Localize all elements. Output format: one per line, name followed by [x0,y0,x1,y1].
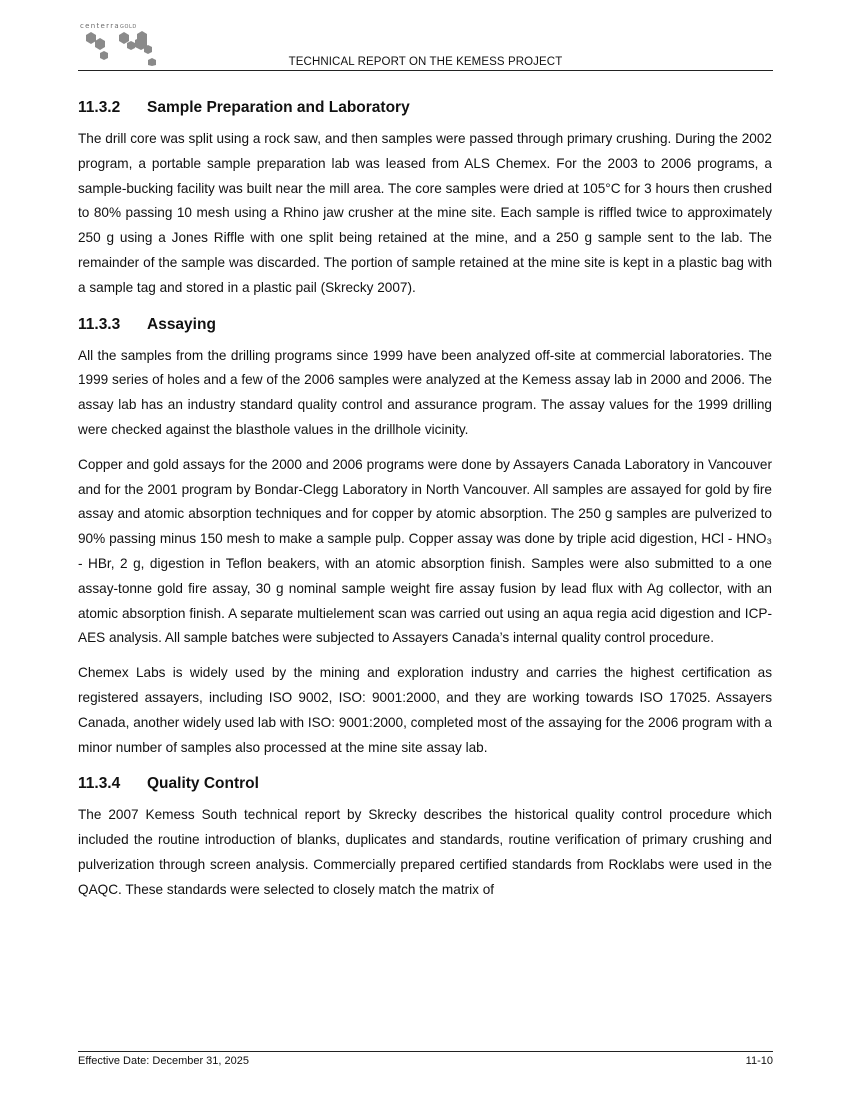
page-number: 11-10 [745,1055,773,1067]
section-assaying [78,315,772,761]
effective-date: Effective Date: December 31, 2025 [78,1055,250,1067]
section-title: Sample Preparation and Laboratory [147,99,410,116]
section-number: 11.3.3 [78,315,121,333]
section-quality-control [78,774,772,902]
page-header [78,18,773,71]
section-heading [78,774,772,794]
section-sample-preparation [78,98,772,301]
paragraph: The drill core was split using a rock saw, and then samples were passed through primary crushing. During the 2002 program, a portable sample preparation lab was leased from ALS Chemex. For the 2003 to 2006 programs, a sample-bucking facility was built near the mill area. The core samples were dried at 105°C for 3 hours then crushed to 80% passing 10 mesh using a Rhino jaw crusher at the mine site. Each sample is riffled twice to approximately 250 g using a Jones Riffle with one split being retained at the mine, and a 250 g sample sent to the lab. The remainder of the sample was discarded. The portion of sample retained at the mine site is kept in a plastic bag with a sample tag and stored in a plastic pail (Skrecky 2007). [78,131,772,295]
section-title: Assaying [147,315,216,333]
report-body [78,84,772,913]
report-title: TECHNICAL REPORT ON THE KEMESS PROJECT [288,56,563,68]
section-heading [78,98,772,118]
page-footer [78,1051,773,1067]
section-title: Quality Control [147,775,259,793]
section-number: 11.3.4 [78,775,121,793]
paragraph: All the samples from the drilling programs since 1999 have been analyzed off-site at commercial laboratories. The 1999 series of holes and a few of the 2006 samples were analyzed at the Kemess assay lab in 2000 and 2006. The assay lab has an industry standard quality control and assurance program. The assay values for the 1999 drilling were checked against the blasthole values in the drillhole vicinity. [78,347,772,437]
section-number: 11.3.2 [78,99,121,116]
section-heading [78,315,772,335]
logo-wordmark: centerraGOLD [80,22,137,30]
paragraph: Chemex Labs is widely used by the mining and exploration industry and carries the highest certification as registered assayers, including ISO 9002, ISO: 9001:2000, and they are working towards ISO 17025. Assayers Canada, another widely used lab with ISO: 9001:2000, completed most of the assaying for the 2006 program with a minor number of samples also processed at the mine site assay lab. [78,665,772,755]
paragraph: The 2007 Kemess South technical report by Skrecky describes the historical quality control procedure which included the routine introduction of blanks, duplicates and standards, routine verification of primary crushing and pulverization through screen analysis. Commercially prepared certified standards from Rocklabs were used in the QAQC. These standards were selected to closely match the matrix of [78,807,772,897]
paragraph: Copper and gold assays for the 2000 and 2006 programs were done by Assayers Canada Laboratory in Vancouver and for the 2001 program by Bondar-Clegg Laboratory in North Vancouver. All samples are assayed for gold by fire assay and atomic absorption techniques and for copper by atomic absorption. The 250 g samples are pulverized to 90% passing minus 150 mesh to make a sample pulp. Copper assay was done by triple acid digestion, HCl - HNO₃ - HBr, 2 g, digestion in Teflon beakers, with an atomic absorption finish. Samples were also submitted to a one assay-tonne gold fire assay, 30 g nominal sample weight fire assay fusion by lead flux with Ag collector, with an atomic absorption finish. A separate multielement scan was carried out using an aqua regia acid digestion and ICP-AES analysis. All sample batches were subjected to Assayers Canada’s internal quality control procedure. [78,456,772,646]
